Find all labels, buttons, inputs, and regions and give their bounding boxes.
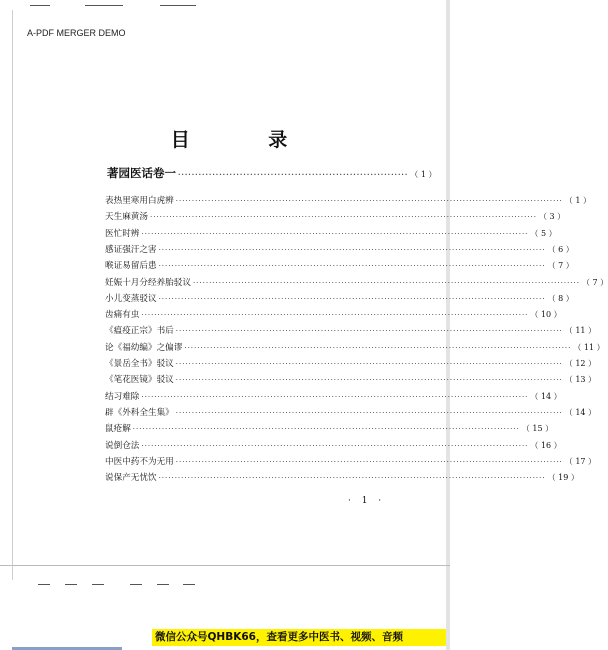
toc-entry-label: 《笔花医镜》驳议 <box>105 375 174 386</box>
promo-banner: 微信公众号QHBK66，查看更多中医书、视频、音频 <box>152 629 446 646</box>
toc-entry-label: 妊娠十月分经养胎驳议 <box>105 277 191 288</box>
toc-volume-page: （ 1 ） <box>410 170 437 179</box>
toc-entry-label: 表热里寒用白虎辨 <box>105 196 174 206</box>
leader-dots: ························································································································ <box>141 392 529 401</box>
leader-dots: ························································································································ <box>141 311 529 320</box>
toc-entry[interactable] <box>105 194 591 208</box>
toc-entry-label: 《景岳全书》驳议 <box>105 359 174 369</box>
page-number: · 1 · <box>348 496 386 506</box>
leader-dots: ························································································································ <box>175 457 563 466</box>
toc-entry-page: （ 7 ） <box>547 261 574 271</box>
toc-volume-label: 著园医话卷一 <box>107 166 176 180</box>
toc-entry-page: （ 15 ） <box>521 424 554 434</box>
toc-entry[interactable] <box>105 422 554 436</box>
toc-entry-page: （ 5 ） <box>530 228 557 238</box>
toc-entry-label: 中医中药不为无用 <box>105 456 174 467</box>
toc-entry-label: 小儿变蒸驳议 <box>105 293 157 304</box>
toc-entry[interactable] <box>105 210 566 224</box>
toc-entry[interactable] <box>105 292 574 306</box>
toc-entry[interactable] <box>105 243 574 257</box>
toc-entry[interactable] <box>105 373 597 387</box>
toc-entry[interactable] <box>105 341 605 355</box>
leader-dots: ························································································································ <box>141 441 529 450</box>
leader-dots: ························································································································ <box>175 376 563 385</box>
leader-dots: ··································································· <box>178 170 409 179</box>
toc-entry[interactable] <box>105 357 597 371</box>
leader-dots: ························································································································ <box>175 197 563 205</box>
toc-entry[interactable] <box>105 227 557 241</box>
leader-dots: ························································································································ <box>158 262 546 271</box>
toc-entry-page: （ 17 ） <box>564 456 597 466</box>
toc-entry[interactable] <box>105 259 574 273</box>
page-separator <box>0 565 450 566</box>
toc-entry-page: （ 11 ） <box>573 342 605 352</box>
toc-entry-page: （ 14 ） <box>530 391 562 401</box>
toc-entry[interactable] <box>105 276 608 290</box>
leader-dots: ························································································································ <box>141 229 529 238</box>
leader-dots: ························································································································ <box>158 245 546 254</box>
leader-dots: ························································································································ <box>158 294 546 303</box>
leader-dots: ························································································································ <box>132 425 520 434</box>
toc-entry[interactable] <box>105 308 562 322</box>
toc-entry[interactable] <box>105 324 597 338</box>
toc-entry-label: 感证强汗之害 <box>105 244 157 255</box>
toc-entry-label: 辟《外科全生集》 <box>105 407 174 418</box>
toc-entry-page: （ 10 ） <box>530 310 562 320</box>
toc-entry-label: 天生麻黄汤 <box>105 212 148 223</box>
leader-dots: ························································································································ <box>184 343 572 352</box>
toc-volume-heading[interactable] <box>107 164 437 182</box>
toc-entry-page: （ 1 ） <box>564 196 591 205</box>
toc-entry-page: （ 11 ） <box>564 326 597 336</box>
toc-entry-label: 鼠疮解 <box>105 424 131 435</box>
toc-entry-page: （ 16 ） <box>530 440 562 450</box>
toc-entry[interactable] <box>105 471 579 485</box>
toc-entry[interactable] <box>105 439 562 453</box>
toc-entry[interactable] <box>105 406 597 420</box>
toc-entry-label: 结习难除 <box>105 391 140 402</box>
leader-dots: ························································································································ <box>192 278 580 287</box>
toc-entry-label: 《瘟疫正宗》书后 <box>105 326 174 337</box>
toc-entry-label: 论《福幼编》之偏谬 <box>105 342 183 353</box>
leader-dots: ························································································································ <box>175 408 563 417</box>
demo-watermark: A-PDF MERGER DEMO <box>27 28 126 38</box>
toc-entry-page: （ 7 ） <box>581 277 608 287</box>
document-page <box>12 10 608 565</box>
leader-dots: ························································································································ <box>175 360 563 368</box>
toc-entry-label: 齿痛有虫 <box>105 310 140 321</box>
leader-dots: ························································································································ <box>149 213 537 222</box>
page-title: 目 录 <box>170 129 324 151</box>
toc-entry-label: 说保产无忧饮 <box>105 473 157 484</box>
toc-entry-page: （ 13 ） <box>564 375 597 385</box>
toc-entry-page: （ 8 ） <box>547 293 574 303</box>
leader-dots: ························································································································ <box>175 327 563 336</box>
toc-entry[interactable] <box>105 455 597 469</box>
toc-entry-page: （ 12 ） <box>564 359 597 368</box>
leader-dots: ························································································································ <box>158 474 546 483</box>
toc-entry-page: （ 14 ） <box>564 407 597 417</box>
toc-entry-label: 说倒仓法 <box>105 440 140 451</box>
toc-entry-label: 喉证易留后患 <box>105 261 157 272</box>
toc-entry-page: （ 6 ） <box>547 244 574 254</box>
toc-entry-label: 医忙时辨 <box>105 228 140 239</box>
toc-entry-page: （ 19 ） <box>547 473 579 483</box>
toc-entry[interactable] <box>105 390 562 404</box>
toc-entry-page: （ 3 ） <box>539 212 566 222</box>
